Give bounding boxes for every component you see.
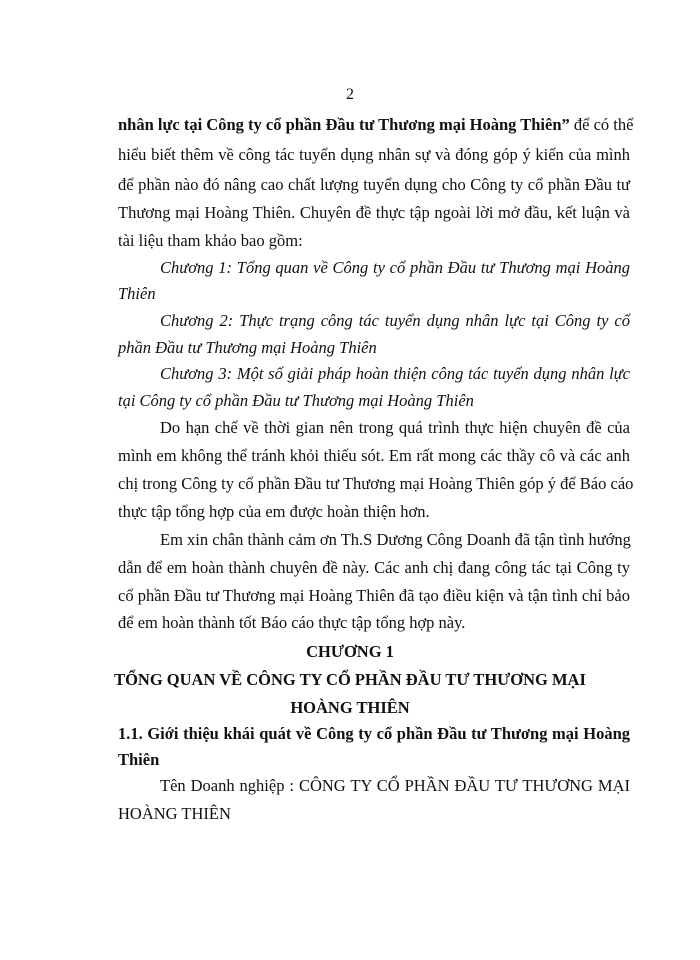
thanks-line-3: cổ phần Đầu tư Thương mại Hoàng Thiên đã tạo điều kiện và tận tình chỉ bảo [118, 586, 630, 605]
thanks-line-1: Em xin chân thành cảm ơn Th.S Dương Công Doanh đã tận tình hướng [160, 530, 631, 549]
thanks-line-2: dẫn để em hoàn thành chuyên đề này. Các anh chị đang công tác tại Công ty [118, 558, 630, 577]
intro-line-4: Thương mại Hoàng Thiên. Chuyên đề thực tập ngoài lời mở đầu, kết luận và [118, 203, 630, 222]
intro-line-5: tài liệu tham khảo bao gồm: [118, 231, 303, 250]
page-number: 2 [346, 86, 354, 103]
chapter-1-line-1: Chương 1: Tổng quan về Công ty cổ phần Đầu tư Thương mại Hoàng [160, 258, 630, 277]
intro-line-1-rest: để có thể [569, 115, 634, 134]
section-heading-line-2: Thiên [118, 750, 160, 769]
limits-line-2: mình em không thể tránh khỏi thiếu sót. Em rất mong các thầy cô và các anh [118, 446, 630, 465]
chapter-1-line-2: Thiên [118, 284, 156, 303]
intro-line-1 [118, 115, 634, 135]
chapter-2-line-2: phần Đầu tư Thương mại Hoàng Thiên [118, 338, 377, 357]
chapter-title-line-2: HOÀNG THIÊN [290, 698, 410, 717]
intro-line-3: để phần nào đó nâng cao chất lượng tuyển dụng cho Công ty cổ phần Đầu tư [118, 175, 630, 194]
enterprise-name-line-1: Tên Doanh nghiệp : CÔNG TY CỔ PHẦN ĐẦU TƯ THƯƠNG MẠI [160, 776, 630, 795]
section-heading-line-1: 1.1. Giới thiệu khái quát về Công ty cổ phần Đầu tư Thương mại Hoàng [118, 724, 630, 743]
intro-line-2: hiểu biết thêm về công tác tuyển dụng nhân sự và đóng góp ý kiến của mình [118, 145, 630, 164]
chapter-label: CHƯƠNG 1 [306, 642, 394, 661]
intro-bold-title: nhân lực tại Công ty cổ phần Đầu tư Thương mại Hoàng Thiên” [118, 115, 570, 134]
chapter-2-line-1: Chương 2: Thực trạng công tác tuyển dụng nhân lực tại Công ty cổ [160, 311, 630, 330]
limits-line-1: Do hạn chế về thời gian nên trong quá trình thực hiện chuyên đề của [160, 418, 630, 437]
chapter-3-line-1: Chương 3: Một số giải pháp hoàn thiện công tác tuyển dụng nhân lực [160, 364, 630, 383]
thanks-line-4: để em hoàn thành tốt Báo cáo thực tập tổng hợp này. [118, 613, 466, 632]
chapter-3-line-2: tại Công ty cổ phần Đầu tư Thương mại Hoàng Thiên [118, 391, 474, 410]
chapter-title-line-1: TỔNG QUAN VỀ CÔNG TY CỔ PHẦN ĐẦU TƯ THƯƠNG MẠI [114, 670, 586, 689]
enterprise-name-line-2: HOÀNG THIÊN [118, 804, 231, 823]
limits-line-3: chị trong Công ty cổ phần Đầu tư Thương mại Hoàng Thiên góp ý để Báo cáo [118, 474, 634, 493]
limits-line-4: thực tập tổng hợp của em được hoàn thiện hơn. [118, 502, 430, 521]
